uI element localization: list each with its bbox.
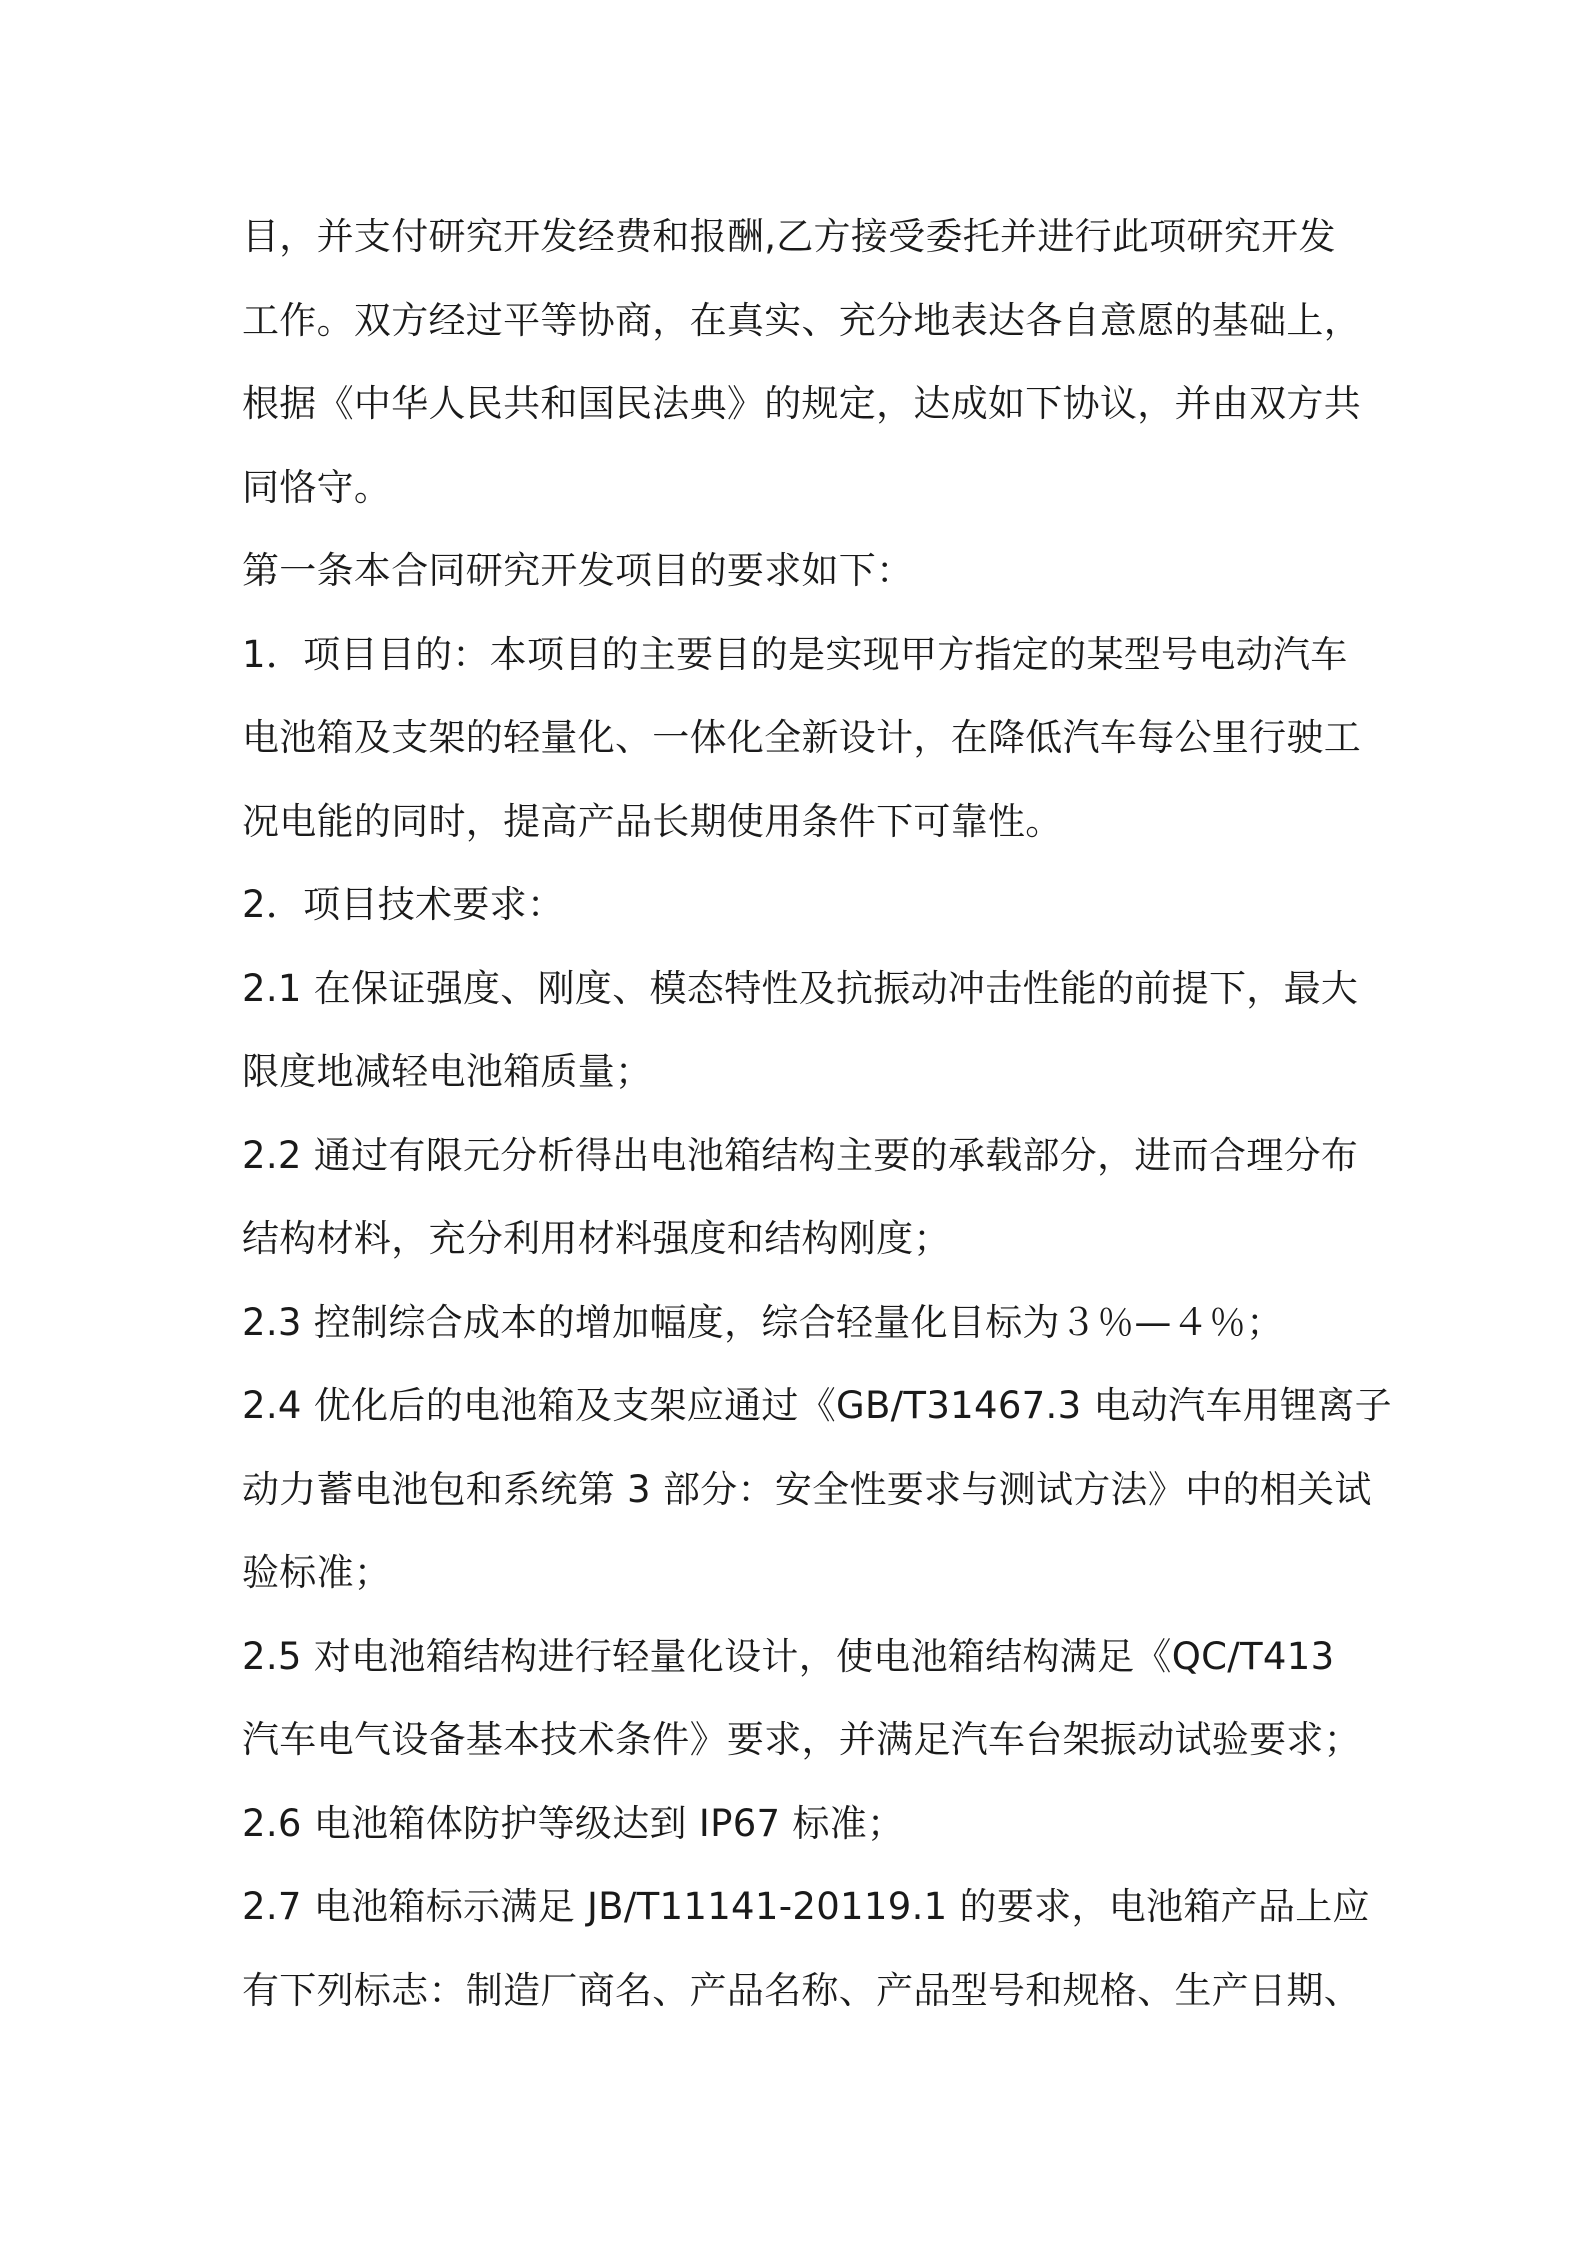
text-line: 2.2 通过有限元分析得出电池箱结构主要的承载部分，进而合理分布 [242, 1133, 1359, 1177]
text-line: 动力蓄电池包和系统第 3 部分：安全性要求与测试方法》中的相关试 [242, 1467, 1372, 1511]
text-line: 限度地减轻电池箱质量； [242, 1050, 653, 1093]
text-line: 2.5 对电池箱结构进行轻量化设计，使电池箱结构满足《QC/T413 [242, 1634, 1335, 1678]
text-line: 2.7 电池箱标示满足 JB/T11141-20119.1 的要求，电池箱产品上应 [242, 1885, 1370, 1928]
text-line: 结构材料，充分利用材料强度和结构刚度； [242, 1217, 951, 1260]
text-line: 况电能的同时，提高产品长期使用条件下可靠性。 [242, 799, 1063, 843]
text-line: 1．项目目的：本项目的主要目的是实现甲方指定的某型号电动汽车 [242, 632, 1348, 676]
section-heading: 第一条本合同研究开发项目的要求如下： [242, 549, 914, 592]
text-line: 验标准； [242, 1551, 392, 1594]
text-line: 有下列标志：制造厂商名、产品名称、产品型号和规格、生产日期、 [242, 1968, 1361, 2012]
text-line: 2.4 优化后的电池箱及支架应通过《GB/T31467.3 电动汽车用锂离子 [242, 1384, 1392, 1427]
text-line: 同恪守。 [242, 465, 392, 509]
text-line: 2.6 电池箱体防护等级达到 IP67 标准； [242, 1801, 905, 1845]
text-line: 2.1 在保证强度、刚度、模态特性及抗振动冲击性能的前提下，最大 [242, 966, 1359, 1010]
text-line: 汽车电气设备基本技术条件》要求，并满足汽车台架振动试验要求； [242, 1718, 1361, 1761]
text-line: 目，并支付研究开发经费和报酬,乙方接受委托并进行此项研究开发 [242, 215, 1336, 258]
text-line: 电池箱及支架的轻量化、一体化全新设计，在降低汽车每公里行驶工 [242, 716, 1361, 759]
text-line: 根据《中华人民共和国民法典》的规定，达成如下协议，并由双方共 [242, 382, 1361, 425]
subsection-heading: 2．项目技术要求： [242, 883, 565, 926]
text-line: 工作。双方经过平等协商，在真实、充分地表达各自意愿的基础上， [242, 298, 1361, 342]
text-line: 2.3 控制综合成本的增加幅度，综合轻量化目标为３％—４％； [242, 1300, 1284, 1344]
document-body [242, 195, 1392, 2032]
